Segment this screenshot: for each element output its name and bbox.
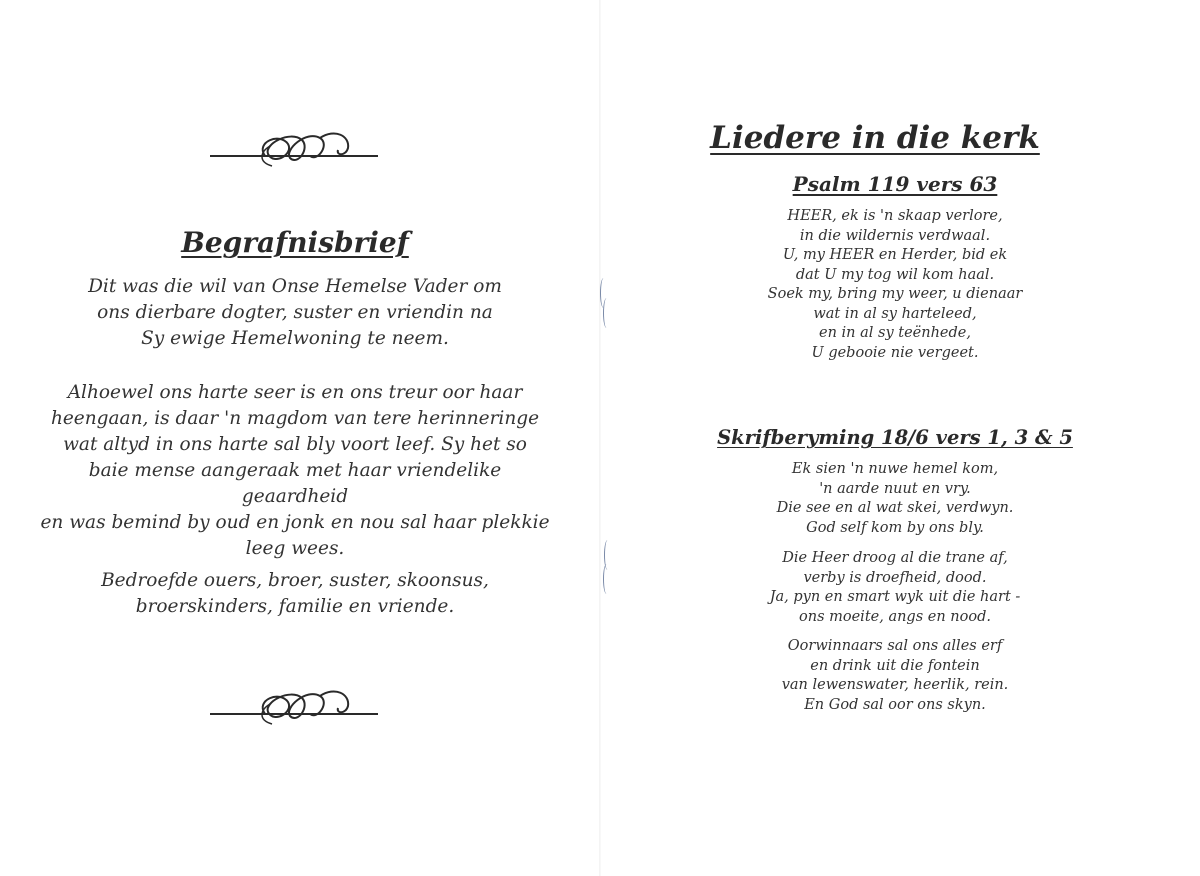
mourners-paragraph: Bedroefde ouers, broer, suster, skoonsus, broerskinders, familie en vriende. <box>101 570 489 617</box>
right-page <box>600 0 1200 876</box>
psalm-verse: HEER, ek is 'n skaap verlore, in die wildernis verdwaal. U, my HEER en Herder, bid ek dat U my tog wil kom haal. Soek my, bring my weer, u dienaar wat in al sy harteleed, en in al sy teënhede, U gebooie nie vergeet. <box>767 208 1023 361</box>
skrifberyming-heading: Skrifberyming 18/6 vers 1, 3 & 5 <box>717 426 1073 449</box>
skrifberyming-verse-3: Die Heer droog al die trane af, verby is droefheid, dood. Ja, pyn en smart wyk uit die hart - ons moeite, angs en nood. <box>769 550 1021 625</box>
psalm-heading: Psalm 119 vers 63 <box>792 172 998 196</box>
hymns-title: Liedere in die kerk <box>710 120 1040 156</box>
page-title: Begrafnisbrief <box>181 226 409 259</box>
skrifberyming-verse-5: Oorwinnaars sal ons alles erf en drink uit die fontein van lewenswater, heerlik, rein. En God sal oor ons skyn. <box>781 638 1009 713</box>
scroll-flourish-icon <box>210 122 380 172</box>
memorial-paragraph: Alhoewel ons harte seer is en ons treur oor haar heengaan, is daar 'n magdom van tere herinneringe wat altyd in ons harte sal bly voort leef. Sy het so baie mense aangeraak met haar vriendelike geaardheid en was bemind by oud en jonk en nou sal haar plekkie leeg wees. <box>40 382 550 559</box>
scroll-flourish-icon <box>210 680 380 730</box>
announcement-paragraph: Dit was die wil van Onse Hemelse Vader om ons dierbare dogter, suster en vriendin na Sy ewige Hemelwoning te neem. <box>88 276 502 349</box>
skrifberyming-verse-1: Ek sien 'n nuwe hemel kom, 'n aarde nuut en vry. Die see en al wat skei, verdwyn. God self kom by ons bly. <box>776 461 1014 536</box>
